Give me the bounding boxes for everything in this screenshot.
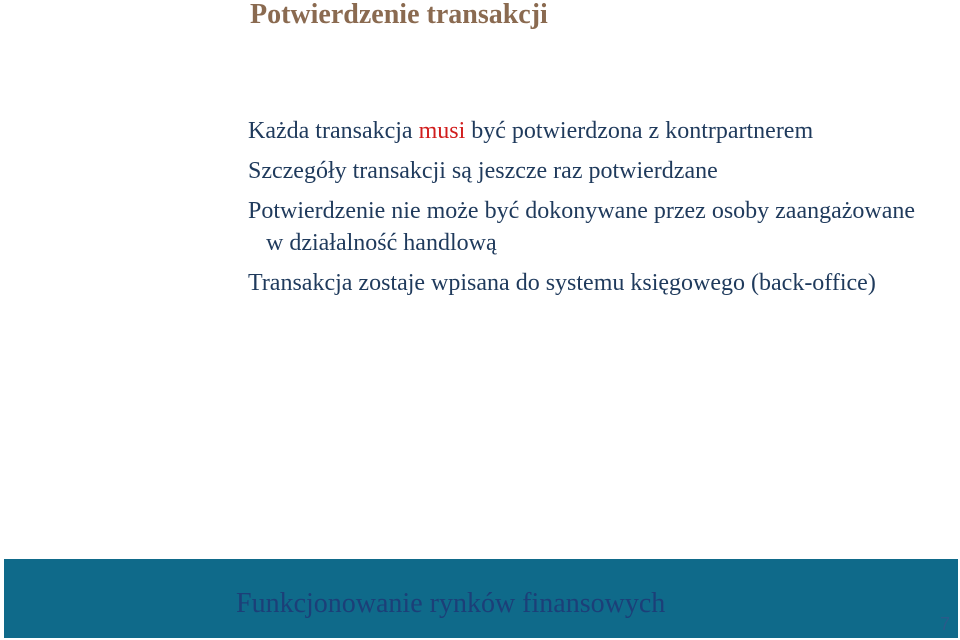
bullet-item: Potwierdzenie nie może być dokonywane przez osoby zaangażowane w działalność handlową — [248, 198, 916, 256]
page-number: 7 — [939, 614, 950, 634]
bullet-text-before: Każda transakcja — [248, 118, 419, 144]
bullet-highlight: musi — [418, 118, 466, 144]
slide-title: Potwierdzenie transakcji — [250, 0, 548, 30]
bullet-text-after: być potwierdzona z kontrpartnerem — [465, 118, 814, 144]
bullet-item: Transakcja zostaje wpisana do systemu księgowego (back-office) — [248, 270, 876, 296]
bullet-item: Szczegóły transakcji są jeszcze raz potwierdzane — [248, 158, 718, 184]
bullet-item — [248, 115, 938, 147]
bullet-list — [248, 115, 938, 307]
footer-title: Funkcjonowanie rynków finansowych — [236, 588, 666, 619]
